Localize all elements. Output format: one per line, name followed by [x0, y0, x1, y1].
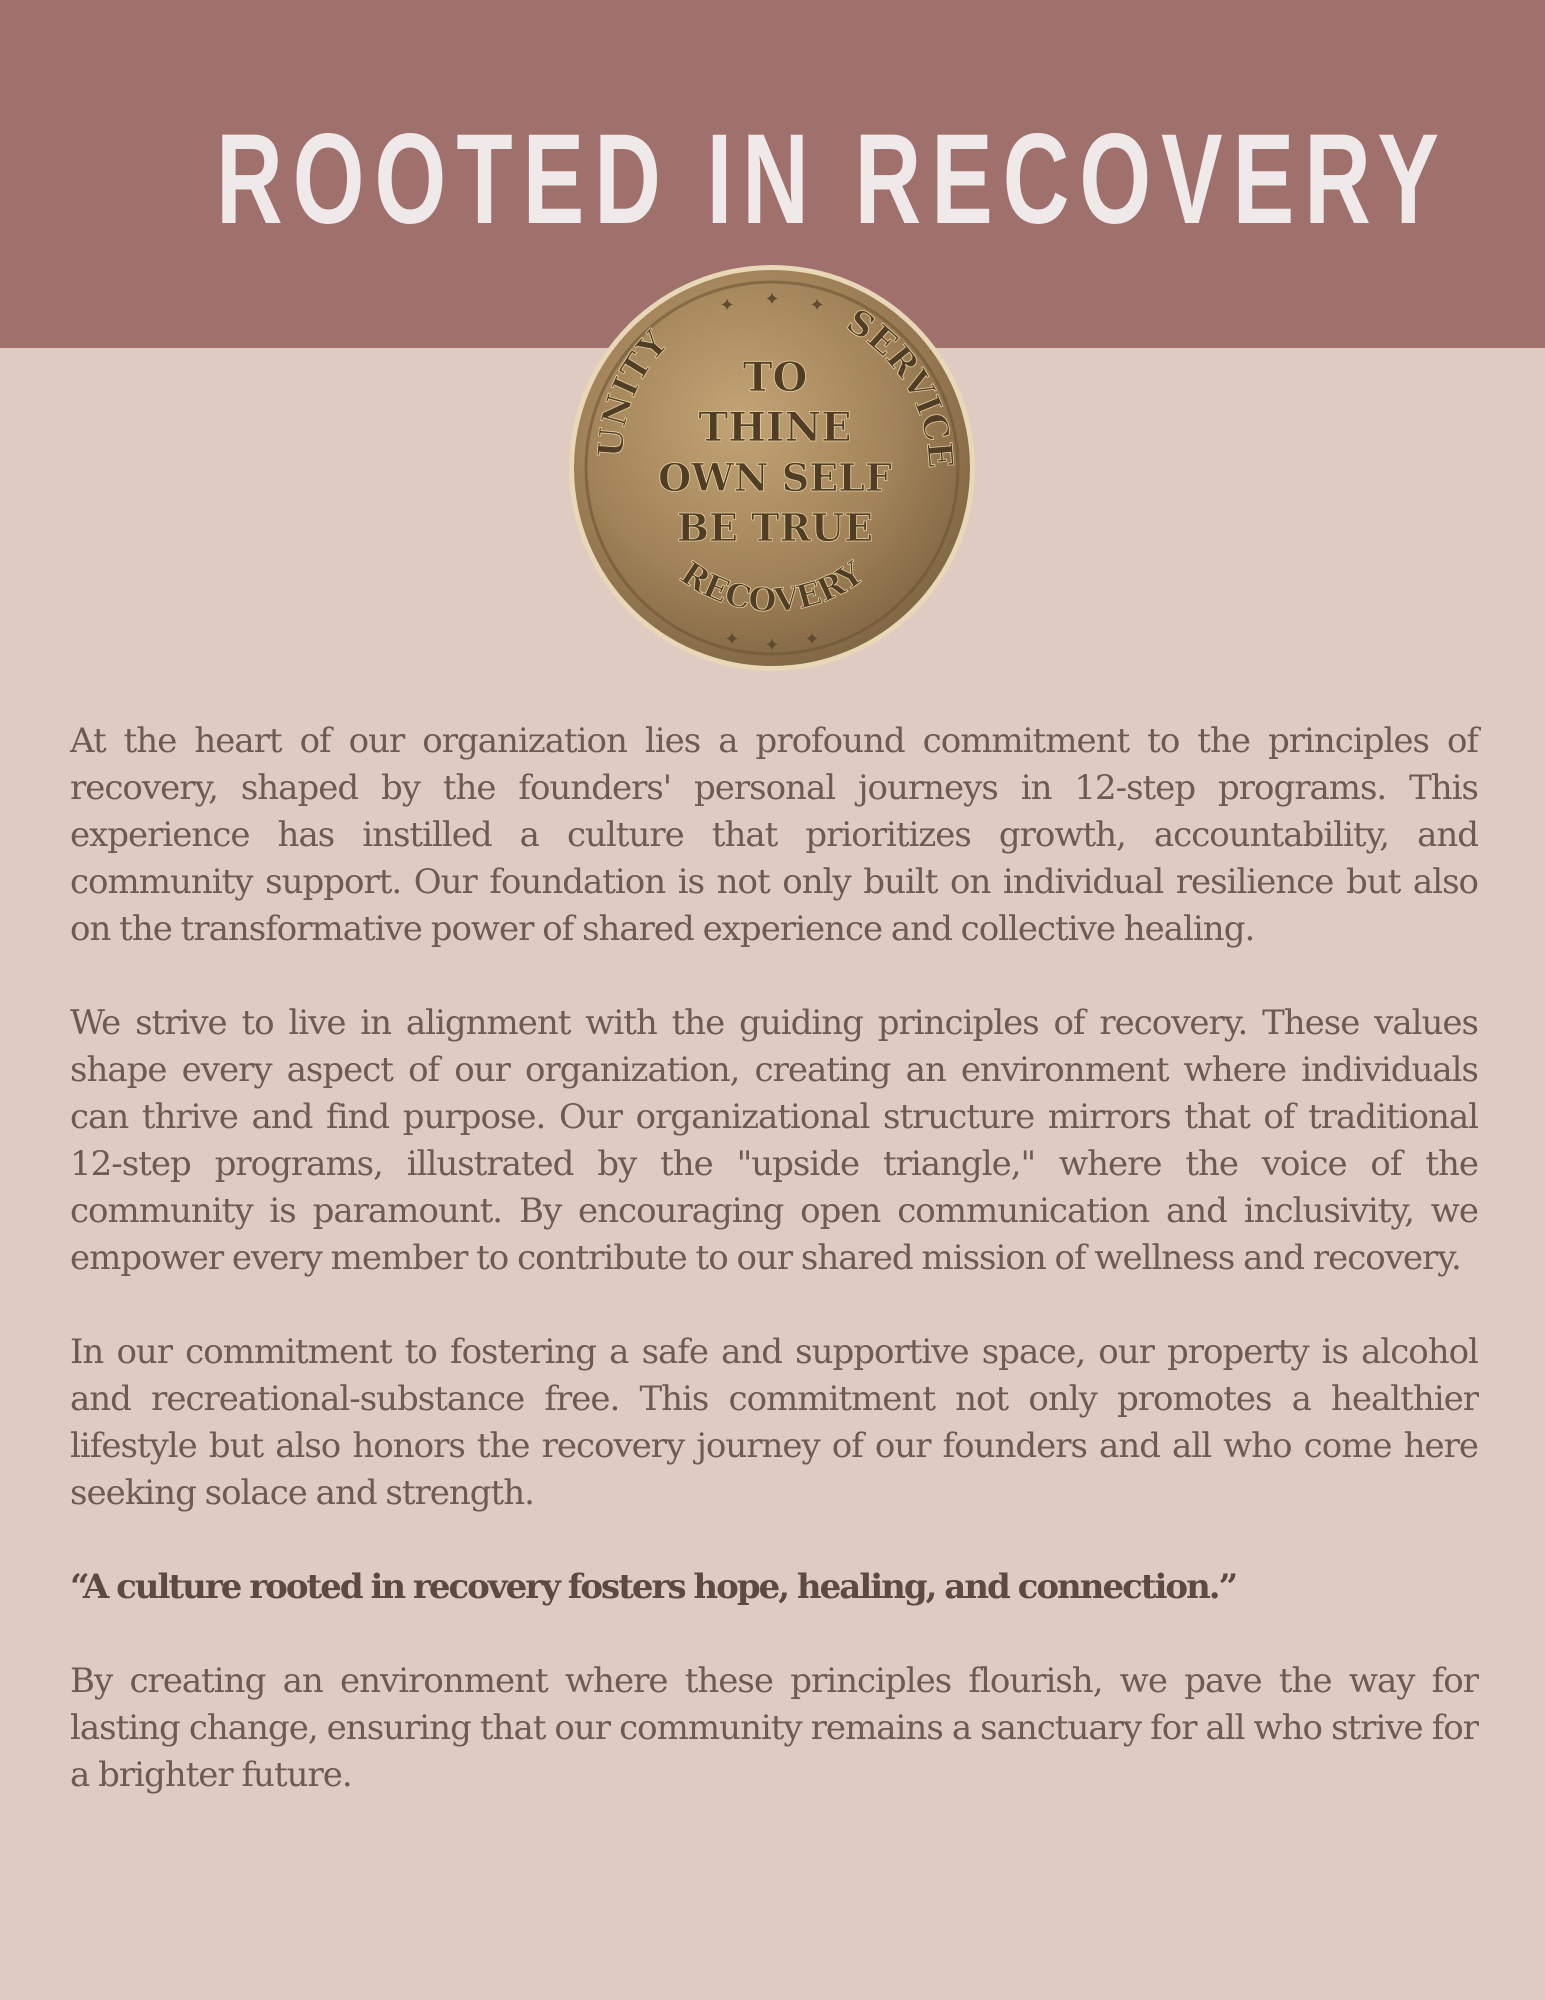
recovery-medallion-image — [567, 263, 977, 673]
body-content — [70, 718, 1478, 1846]
svg-text:✦: ✦ — [764, 635, 780, 656]
svg-text:✦: ✦ — [809, 295, 825, 316]
paragraph-closing: By creating an environment where these principles flourish, we pave the way for lasting change, ensuring that our community remains a sanctuary for all who strive for a brighter future. — [70, 1661, 1478, 1795]
medallion-bottom-text: RECOVERY — [673, 553, 871, 620]
svg-text:✦: ✦ — [724, 629, 740, 650]
medallion-line-1: TO — [742, 354, 808, 401]
svg-text:✦: ✦ — [804, 629, 820, 650]
paragraph-guiding-values: We strive to live in alignment with the guiding principles of recovery. These values shape every aspect of our organization, creating an environment where individuals can thrive and find purpose. Our organizational structure mirrors that of traditional 12-step programs, illustrated by the "upside triangle," where the voice of the community is paramount. By encouraging open communication and inclusivity, we empower every member to contribute to our shared mission of wellness and recovery. — [70, 1003, 1478, 1278]
svg-text:✦: ✦ — [764, 289, 780, 310]
medallion-right-text: SERVICE — [839, 301, 961, 470]
pull-quote: “A culture rooted in recovery fosters hope, healing, and connection.” — [70, 1567, 1237, 1607]
paragraph-principles: At the heart of our organization lies a profound commitment to the principles of recovery, shaped by the founders' personal journeys in 12-step programs. This experience has instilled a culture that prioritizes growth, accountability, and community support. Our foundation is not only built on individual resilience but also on the transformative power of shared experience and collective healing. — [70, 721, 1478, 949]
svg-text:✦: ✦ — [719, 295, 735, 316]
medallion-left-text: UNITY — [590, 323, 676, 459]
medallion-line-3: OWN SELF — [658, 455, 892, 500]
medallion-line-2: THINE — [698, 404, 852, 451]
medallion-line-4: BE TRUE — [676, 505, 874, 550]
paragraph-substance-free: In our commitment to fostering a safe and supportive space, our property is alcohol and recreational-substance free. This commitment not only promotes a healthier lifestyle but also honors the recovery journey of our founders and all who come here seeking solace and strength. — [70, 1332, 1478, 1513]
page-title: ROOTED IN RECOVERY — [216, 108, 1450, 251]
